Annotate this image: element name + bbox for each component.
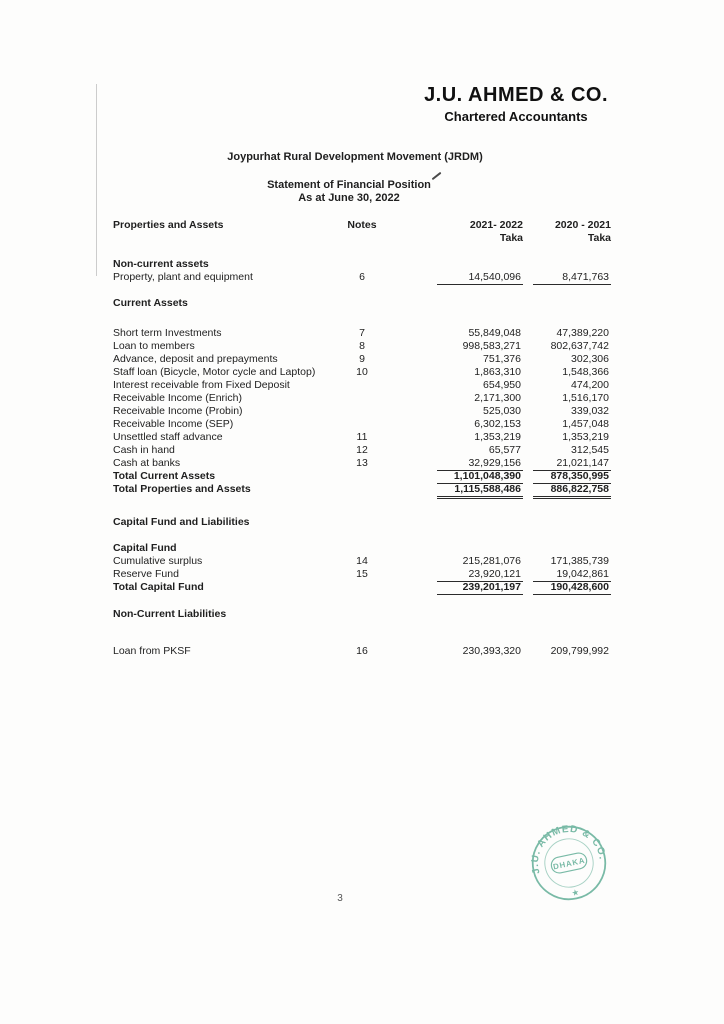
value-text-year1: 65,577 <box>488 444 521 456</box>
row-value-year2 <box>523 555 611 568</box>
row-value-year2 <box>523 581 611 594</box>
row-note: 12 <box>356 444 368 456</box>
row-value-year2 <box>523 444 611 457</box>
row-value-year2 <box>523 470 611 483</box>
section-label: Current Assets <box>113 297 188 309</box>
value-text-year2: 209,799,992 <box>550 645 609 657</box>
table-row <box>113 271 611 284</box>
row-value-year1 <box>382 392 523 405</box>
column-header-year1-label: 2021- 2022 <box>469 219 523 231</box>
table-body <box>113 258 611 658</box>
row-label: Loan from PKSF <box>113 645 191 657</box>
value-text-year2: 802,637,742 <box>550 340 609 352</box>
column-header-year2-unit: Taka <box>587 232 611 244</box>
value-text-year1: 32,929,156 <box>437 457 523 471</box>
table-row <box>113 470 611 483</box>
value-text-year2: 1,353,219 <box>562 431 609 443</box>
row-note: 11 <box>356 431 368 443</box>
value-text-year1: 998,583,271 <box>462 340 521 352</box>
row-value-year2 <box>523 483 611 496</box>
value-text-year1: 14,540,096 <box>437 271 523 285</box>
row-value-year2 <box>523 392 611 405</box>
spacer-row <box>113 310 611 327</box>
table-row <box>113 353 611 366</box>
letterhead <box>424 84 608 124</box>
row-label: Interest receivable from Fixed Deposit <box>113 379 290 391</box>
value-text-year1: 1,101,048,390 <box>437 470 523 484</box>
row-label: Property, plant and equipment <box>113 271 253 283</box>
row-label: Cumulative surplus <box>113 555 203 567</box>
row-label: Total Capital Fund <box>113 581 204 593</box>
row-value-year1 <box>382 379 523 392</box>
table-row <box>113 444 611 457</box>
value-text-year2: 190,428,600 <box>533 581 611 595</box>
row-note: 15 <box>356 568 368 580</box>
table-row <box>113 581 611 594</box>
row-note <box>342 379 382 392</box>
row-note: 6 <box>359 271 365 283</box>
spacer-row <box>113 594 611 608</box>
row-label: Staff loan (Bicycle, Motor cycle and Laptop) <box>113 366 316 378</box>
section-header-row <box>113 297 611 310</box>
row-value-year2 <box>523 353 611 366</box>
row-value-year1 <box>382 444 523 457</box>
value-text-year2: 302,306 <box>571 353 609 365</box>
value-text-year2: 19,042,861 <box>533 568 611 582</box>
row-label: Advance, deposit and prepayments <box>113 353 278 365</box>
row-label: Loan to members <box>113 340 195 352</box>
value-text-year2: 886,822,758 <box>533 483 611 497</box>
value-text-year1: 2,171,300 <box>474 392 521 404</box>
table-row <box>113 418 611 431</box>
table-row <box>113 327 611 340</box>
row-value-year1 <box>382 457 523 470</box>
spacer-row <box>113 529 611 542</box>
statement-title: Statement of Financial Position <box>267 179 431 191</box>
row-value-year1 <box>382 327 523 340</box>
row-label: Short term Investments <box>113 327 222 339</box>
section-header-row <box>113 542 611 555</box>
row-label: Cash in hand <box>113 444 175 456</box>
row-value-year1 <box>382 418 523 431</box>
table-row <box>113 431 611 444</box>
organization-title: Joypurhat Rural Development Movement (JRDM) <box>227 151 483 163</box>
page-number: 3 <box>337 893 343 904</box>
row-value-year1 <box>382 555 523 568</box>
table-row <box>113 555 611 568</box>
row-value-year1 <box>382 340 523 353</box>
row-label: Receivable Income (SEP) <box>113 418 234 430</box>
column-header-year1-unit: Taka <box>499 232 523 244</box>
row-value-year1 <box>382 366 523 379</box>
table-row <box>113 645 611 658</box>
value-text-year2: 1,457,048 <box>562 418 609 430</box>
row-value-year1 <box>382 431 523 444</box>
value-text-year1: 525,030 <box>483 405 521 417</box>
row-label: Total Current Assets <box>113 470 216 482</box>
row-note <box>342 405 382 418</box>
row-value-year1 <box>382 470 523 483</box>
value-text-year1: 654,950 <box>483 379 521 391</box>
section-header-row <box>113 258 611 271</box>
row-note <box>342 470 382 483</box>
value-text-year1: 55,849,048 <box>468 327 521 339</box>
value-text-year2: 474,200 <box>571 379 609 391</box>
statement-title-block <box>101 179 597 205</box>
table-row <box>113 379 611 392</box>
table-row <box>113 568 611 581</box>
firm-name: J.U. AHMED & CO. <box>424 84 608 106</box>
table-row <box>113 392 611 405</box>
table-row <box>113 340 611 353</box>
value-text-year2: 171,385,739 <box>550 555 609 567</box>
value-text-year1: 239,201,197 <box>437 581 523 595</box>
value-text-year2: 8,471,763 <box>533 271 611 285</box>
value-text-year2: 878,350,995 <box>533 470 611 484</box>
row-value-year2 <box>523 645 611 658</box>
firm-subtitle: Chartered Accountants <box>444 109 588 124</box>
section-label: Capital Fund and Liabilities <box>113 516 250 528</box>
row-value-year1 <box>382 568 523 581</box>
row-label: Cash at banks <box>113 457 181 469</box>
row-note: 16 <box>356 645 368 657</box>
spacer-row <box>113 284 611 297</box>
column-header-properties: Properties and Assets <box>113 219 224 231</box>
row-note: 9 <box>359 353 365 365</box>
value-text-year1: 1,863,310 <box>474 366 521 378</box>
row-label: Total Properties and Assets <box>113 483 251 495</box>
row-value-year2 <box>523 457 611 470</box>
financial-position-table <box>113 219 611 658</box>
row-note: 14 <box>356 555 368 567</box>
row-note: 13 <box>356 457 368 469</box>
value-text-year2: 312,545 <box>571 444 609 456</box>
row-value-year1 <box>382 581 523 594</box>
table-row <box>113 457 611 470</box>
scan-artifact-line <box>96 84 97 276</box>
section-label: Capital Fund <box>113 542 177 554</box>
section-header-row <box>113 608 611 621</box>
spacer-row <box>113 496 611 516</box>
value-text-year2: 21,021,147 <box>533 457 611 471</box>
row-note: 7 <box>359 327 365 339</box>
row-note <box>342 392 382 405</box>
section-header-row <box>113 516 611 529</box>
value-text-year1: 6,302,153 <box>474 418 521 430</box>
stamp-center-text: DHAKA <box>552 855 587 872</box>
value-text-year2: 1,516,170 <box>562 392 609 404</box>
row-value-year1 <box>382 645 523 658</box>
row-value-year1 <box>382 483 523 496</box>
statement-date: As at June 30, 2022 <box>298 192 400 204</box>
row-label: Receivable Income (Probin) <box>113 405 243 417</box>
row-value-year2 <box>523 327 611 340</box>
row-value-year1 <box>382 405 523 418</box>
row-note: 8 <box>359 340 365 352</box>
value-text-year1: 751,376 <box>483 353 521 365</box>
row-label: Receivable Income (Enrich) <box>113 392 242 404</box>
column-header-notes: Notes <box>347 219 377 231</box>
table-header-row <box>113 219 611 245</box>
row-value-year2 <box>523 431 611 444</box>
table-row <box>113 405 611 418</box>
row-value-year2 <box>523 271 611 284</box>
value-text-year2: 339,032 <box>571 405 609 417</box>
row-note <box>342 483 382 496</box>
table-row <box>113 483 611 496</box>
row-value-year1 <box>382 271 523 284</box>
table-row <box>113 366 611 379</box>
value-text-year1: 23,920,121 <box>437 568 523 582</box>
column-header-year2-label: 2020 - 2021 <box>554 219 611 231</box>
spacer-row <box>113 621 611 645</box>
row-value-year2 <box>523 405 611 418</box>
row-value-year2 <box>523 418 611 431</box>
row-note <box>342 581 382 594</box>
value-text-year1: 215,281,076 <box>462 555 521 567</box>
section-label: Non-Current Liabilities <box>113 608 227 620</box>
stamp-arc-text: J.U. AHMED & CO. <box>529 823 608 876</box>
row-value-year2 <box>523 568 611 581</box>
value-text-year1: 1,115,588,486 <box>437 483 523 497</box>
row-note: 10 <box>356 366 368 378</box>
section-label: Non-current assets <box>113 258 209 270</box>
value-text-year2: 1,548,366 <box>562 366 609 378</box>
column-header-year2 <box>523 219 611 245</box>
value-text-year1: 230,393,320 <box>462 645 521 657</box>
row-note <box>342 418 382 431</box>
value-text-year1: 1,353,219 <box>474 431 521 443</box>
column-header-year1 <box>382 219 523 245</box>
row-value-year1 <box>382 353 523 366</box>
row-label: Unsettled staff advance <box>113 431 223 443</box>
stamp-star-mark: ★ <box>570 886 580 899</box>
row-value-year2 <box>523 340 611 353</box>
auditor-seal-stamp <box>519 813 619 913</box>
row-value-year2 <box>523 379 611 392</box>
row-label: Reserve Fund <box>113 568 179 580</box>
value-text-year2: 47,389,220 <box>556 327 609 339</box>
row-value-year2 <box>523 366 611 379</box>
